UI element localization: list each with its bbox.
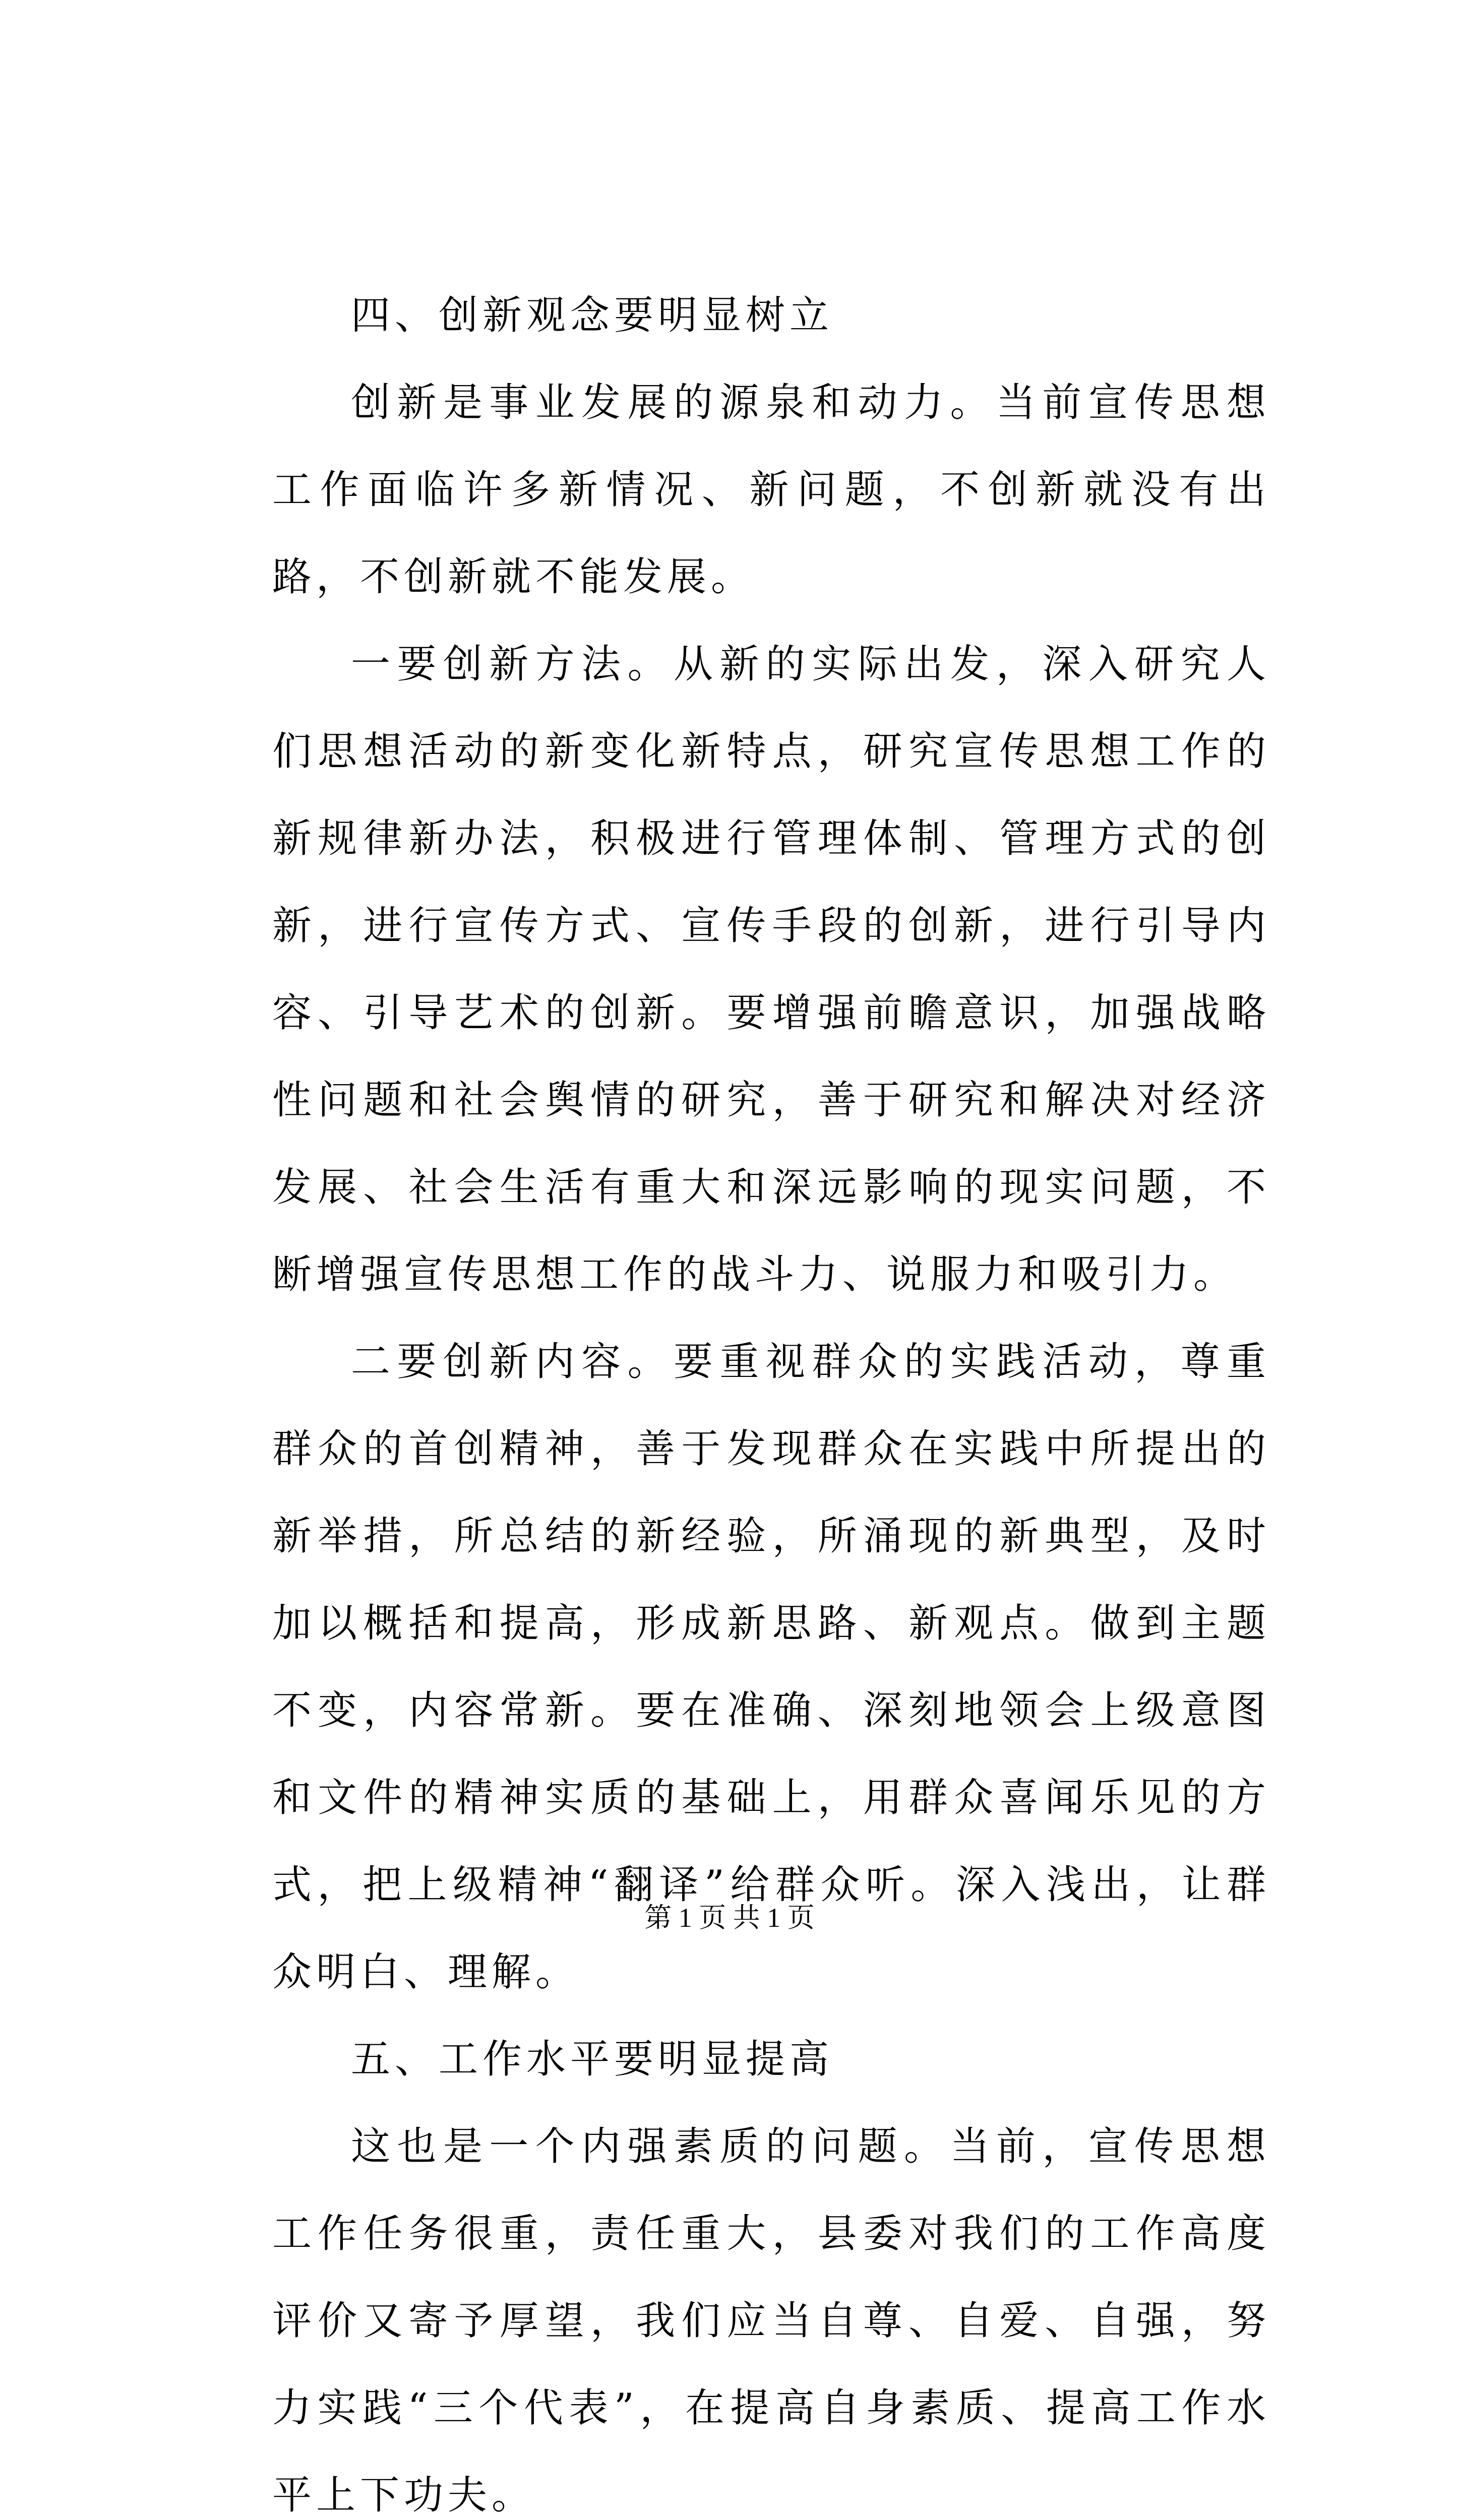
paragraph-work-level: 这也是一个内强素质的问题。当前，宣传思想工作任务很重，责任重大，县委对我们的工作高度评价又寄予厚望，我们应当自尊、自爱、自强，努力实践“三个代表”，在提高自身素质、提高工作水平上下功夫。 [272,2124,1270,2518]
paragraph-innovate-methods: 一要创新方法。从新的实际出发，深入研究人们思想活动的新变化新特点，研究宣传思想工作的新规律新办法，积极进行管理体制、管理方式的创新，进行宣传方式、宣传手段的创新，进行引导内容、引导艺术的创新。要增强前瞻意识，加强战略性问题和社会舆情的研究，善于研究和解决对经济发展、社会生活有重大和深远影响的现实问题，不断增强宣传思想工作的战斗力、说服力和吸引力。 [272,642,1270,1297]
page-footer: 第 1 页 共 1 页 [644,1903,815,1933]
paragraph-innovate-content: 二要创新内容。要重视群众的实践活动，尊重群众的首创精神，善于发现群众在实践中所提出的新举措，所总结的新经验，所涌现的新典型，及时加以概括和提高，形成新思路、新观点。做到主题不变，内容常新。要在准确、深刻地领会上级意图和文件的精神实质的基础上，用群众喜闻乐见的方式，把上级精神“翻译”给群众听。深入浅出，让群众明白、理解。 [272,1339,1270,1995]
paragraph-innovation-intro: 创新是事业发展的源泉和动力。当前宣传思想工作面临许多新情况、新问题，不创新就没有出路，不创新就不能发展。 [272,380,1270,600]
section-heading-4: 四、创新观念要明显树立 [351,293,834,338]
section-heading-5: 五、工作水平要明显提高 [351,2037,834,2082]
document-body [272,272,1270,2520]
